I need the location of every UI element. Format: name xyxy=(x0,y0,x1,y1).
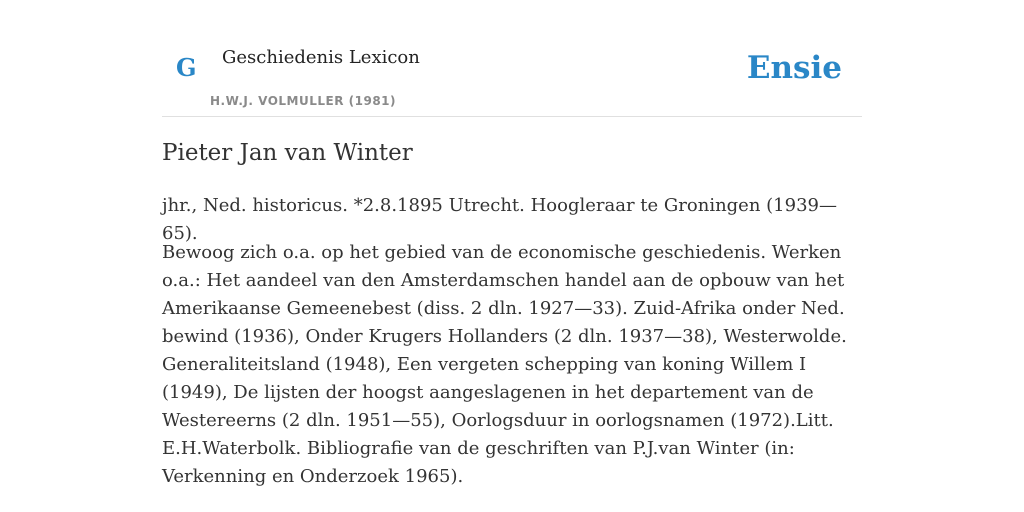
page xyxy=(162,0,862,487)
lexicon-header xyxy=(162,0,862,117)
lexicon-logo-icon[interactable]: G xyxy=(176,53,197,82)
entry-title: Pieter Jan van Winter xyxy=(162,140,413,166)
entry-paragraph: Bewoog zich o.a. op het gebied van de economische geschiedenis. Werken o.a.: Het aandeel van den Amsterdamschen handel aan de opbouw van het Amerikaanse Gemeenebest (diss. 2 dln. 1927—33). Zuid-Afrika onder Ned. bewind (1936), Onder Krugers Hollanders (2 dln. 1937—38), Westerwolde. Generaliteitsland (1948), Een vergeten schepping van koning Willem I (1949), De lijsten der hoogst aangeslagenen in het departement van de Westereerns (2 dln. 1951—55), Oorlogsduur in oorlogsnamen (1972).Litt. E.H.Waterbolk. Bibliografie van de geschriften van P.J.van Winter (in: Verkenning en Onderzoek 1965). xyxy=(162,242,847,487)
entry-paragraph: jhr., Ned. historicus. *2.8.1895 Utrecht. Hoogleraar te Groningen (1939—65). xyxy=(162,195,837,244)
ensie-brand-logo[interactable]: Ensie xyxy=(746,50,842,86)
lexicon-author: H.W.J. VOLMULLER (1981) xyxy=(210,94,397,108)
lexicon-title-link[interactable]: Geschiedenis Lexicon xyxy=(222,47,420,68)
